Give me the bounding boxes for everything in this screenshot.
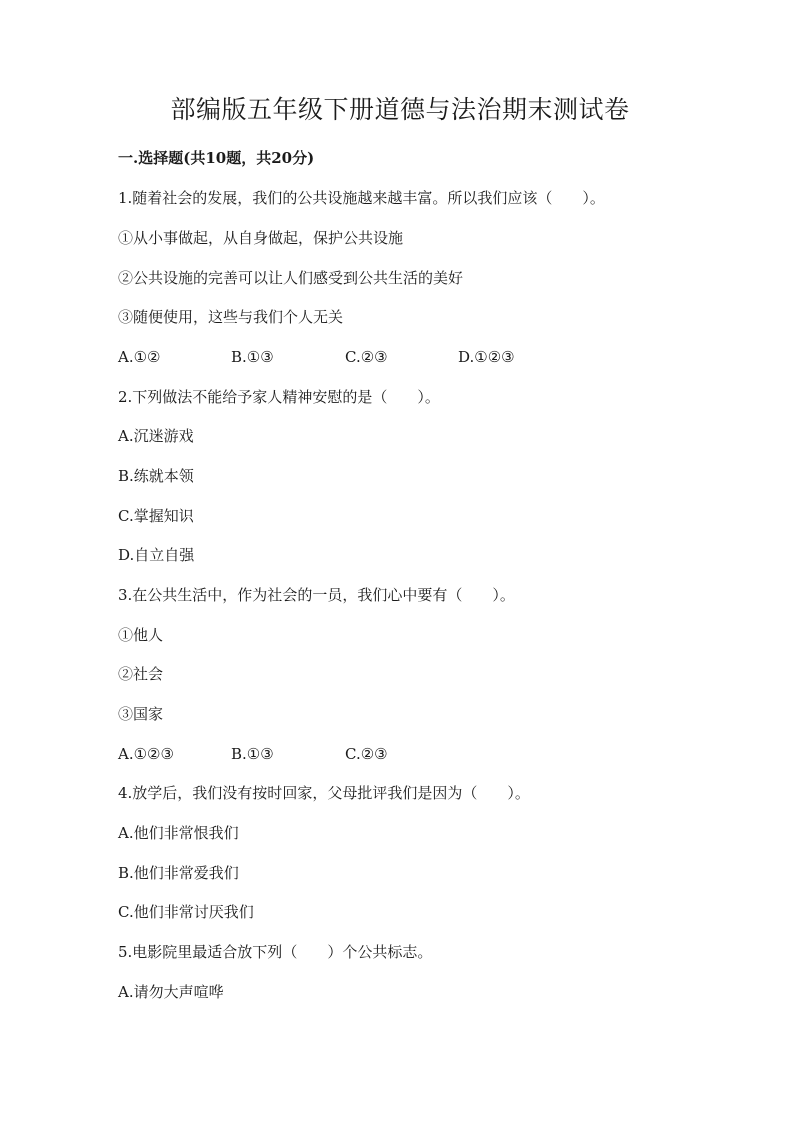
question-3-item-1: ①他人 [118, 626, 164, 644]
question-3-item-2: ②社会 [118, 665, 164, 683]
question-4-stem: 4.放学后，我们没有按时回家，父母批评我们是因为（ ）。 [118, 784, 530, 802]
question-1-item-1: ①从小事做起，从自身做起，保护公共设施 [118, 229, 404, 247]
question-2-stem: 2.下列做法不能给予家人精神安慰的是（ ）。 [118, 388, 440, 406]
question-4-option-b: B.他们非常爱我们 [118, 864, 239, 882]
section-heading: 一.选择题(共10题，共20分) [118, 149, 315, 167]
exam-title: 部编版五年级下册道德与法治期末测试卷 [170, 95, 630, 124]
question-3-option-b: B.①③ [231, 745, 274, 763]
question-3-item-3: ③国家 [118, 705, 164, 723]
question-5-option-a: A.请勿大声喧哗 [118, 983, 224, 1001]
question-5-stem: 5.电影院里最适合放下列（ ）个公共标志。 [118, 943, 433, 961]
question-1-item-3: ③随便使用，这些与我们个人无关 [118, 308, 344, 326]
question-4-option-c: C.他们非常讨厌我们 [118, 903, 254, 921]
question-3-stem: 3.在公共生活中，作为社会的一员，我们心中要有（ ）。 [118, 586, 515, 604]
question-3-option-a: A.①②③ [118, 745, 174, 763]
question-1-stem: 1.随着社会的发展，我们的公共设施越来越丰富。所以我们应该（ ）。 [118, 189, 605, 207]
question-1-option-c: C.②③ [345, 348, 388, 366]
question-1-option-a: A.①② [118, 348, 161, 366]
question-4-option-a: A.他们非常恨我们 [118, 824, 239, 842]
question-1-option-b: B.①③ [231, 348, 274, 366]
question-2-option-d: D.自立自强 [118, 546, 195, 564]
question-1-item-2: ②公共设施的完善可以让人们感受到公共生活的美好 [118, 269, 464, 287]
question-2-option-a: A.沉迷游戏 [118, 427, 194, 445]
question-1-option-d: D.①②③ [458, 348, 515, 366]
question-2-option-c: C.掌握知识 [118, 507, 194, 525]
question-3-option-c: C.②③ [345, 745, 388, 763]
question-2-option-b: B.练就本领 [118, 467, 194, 485]
